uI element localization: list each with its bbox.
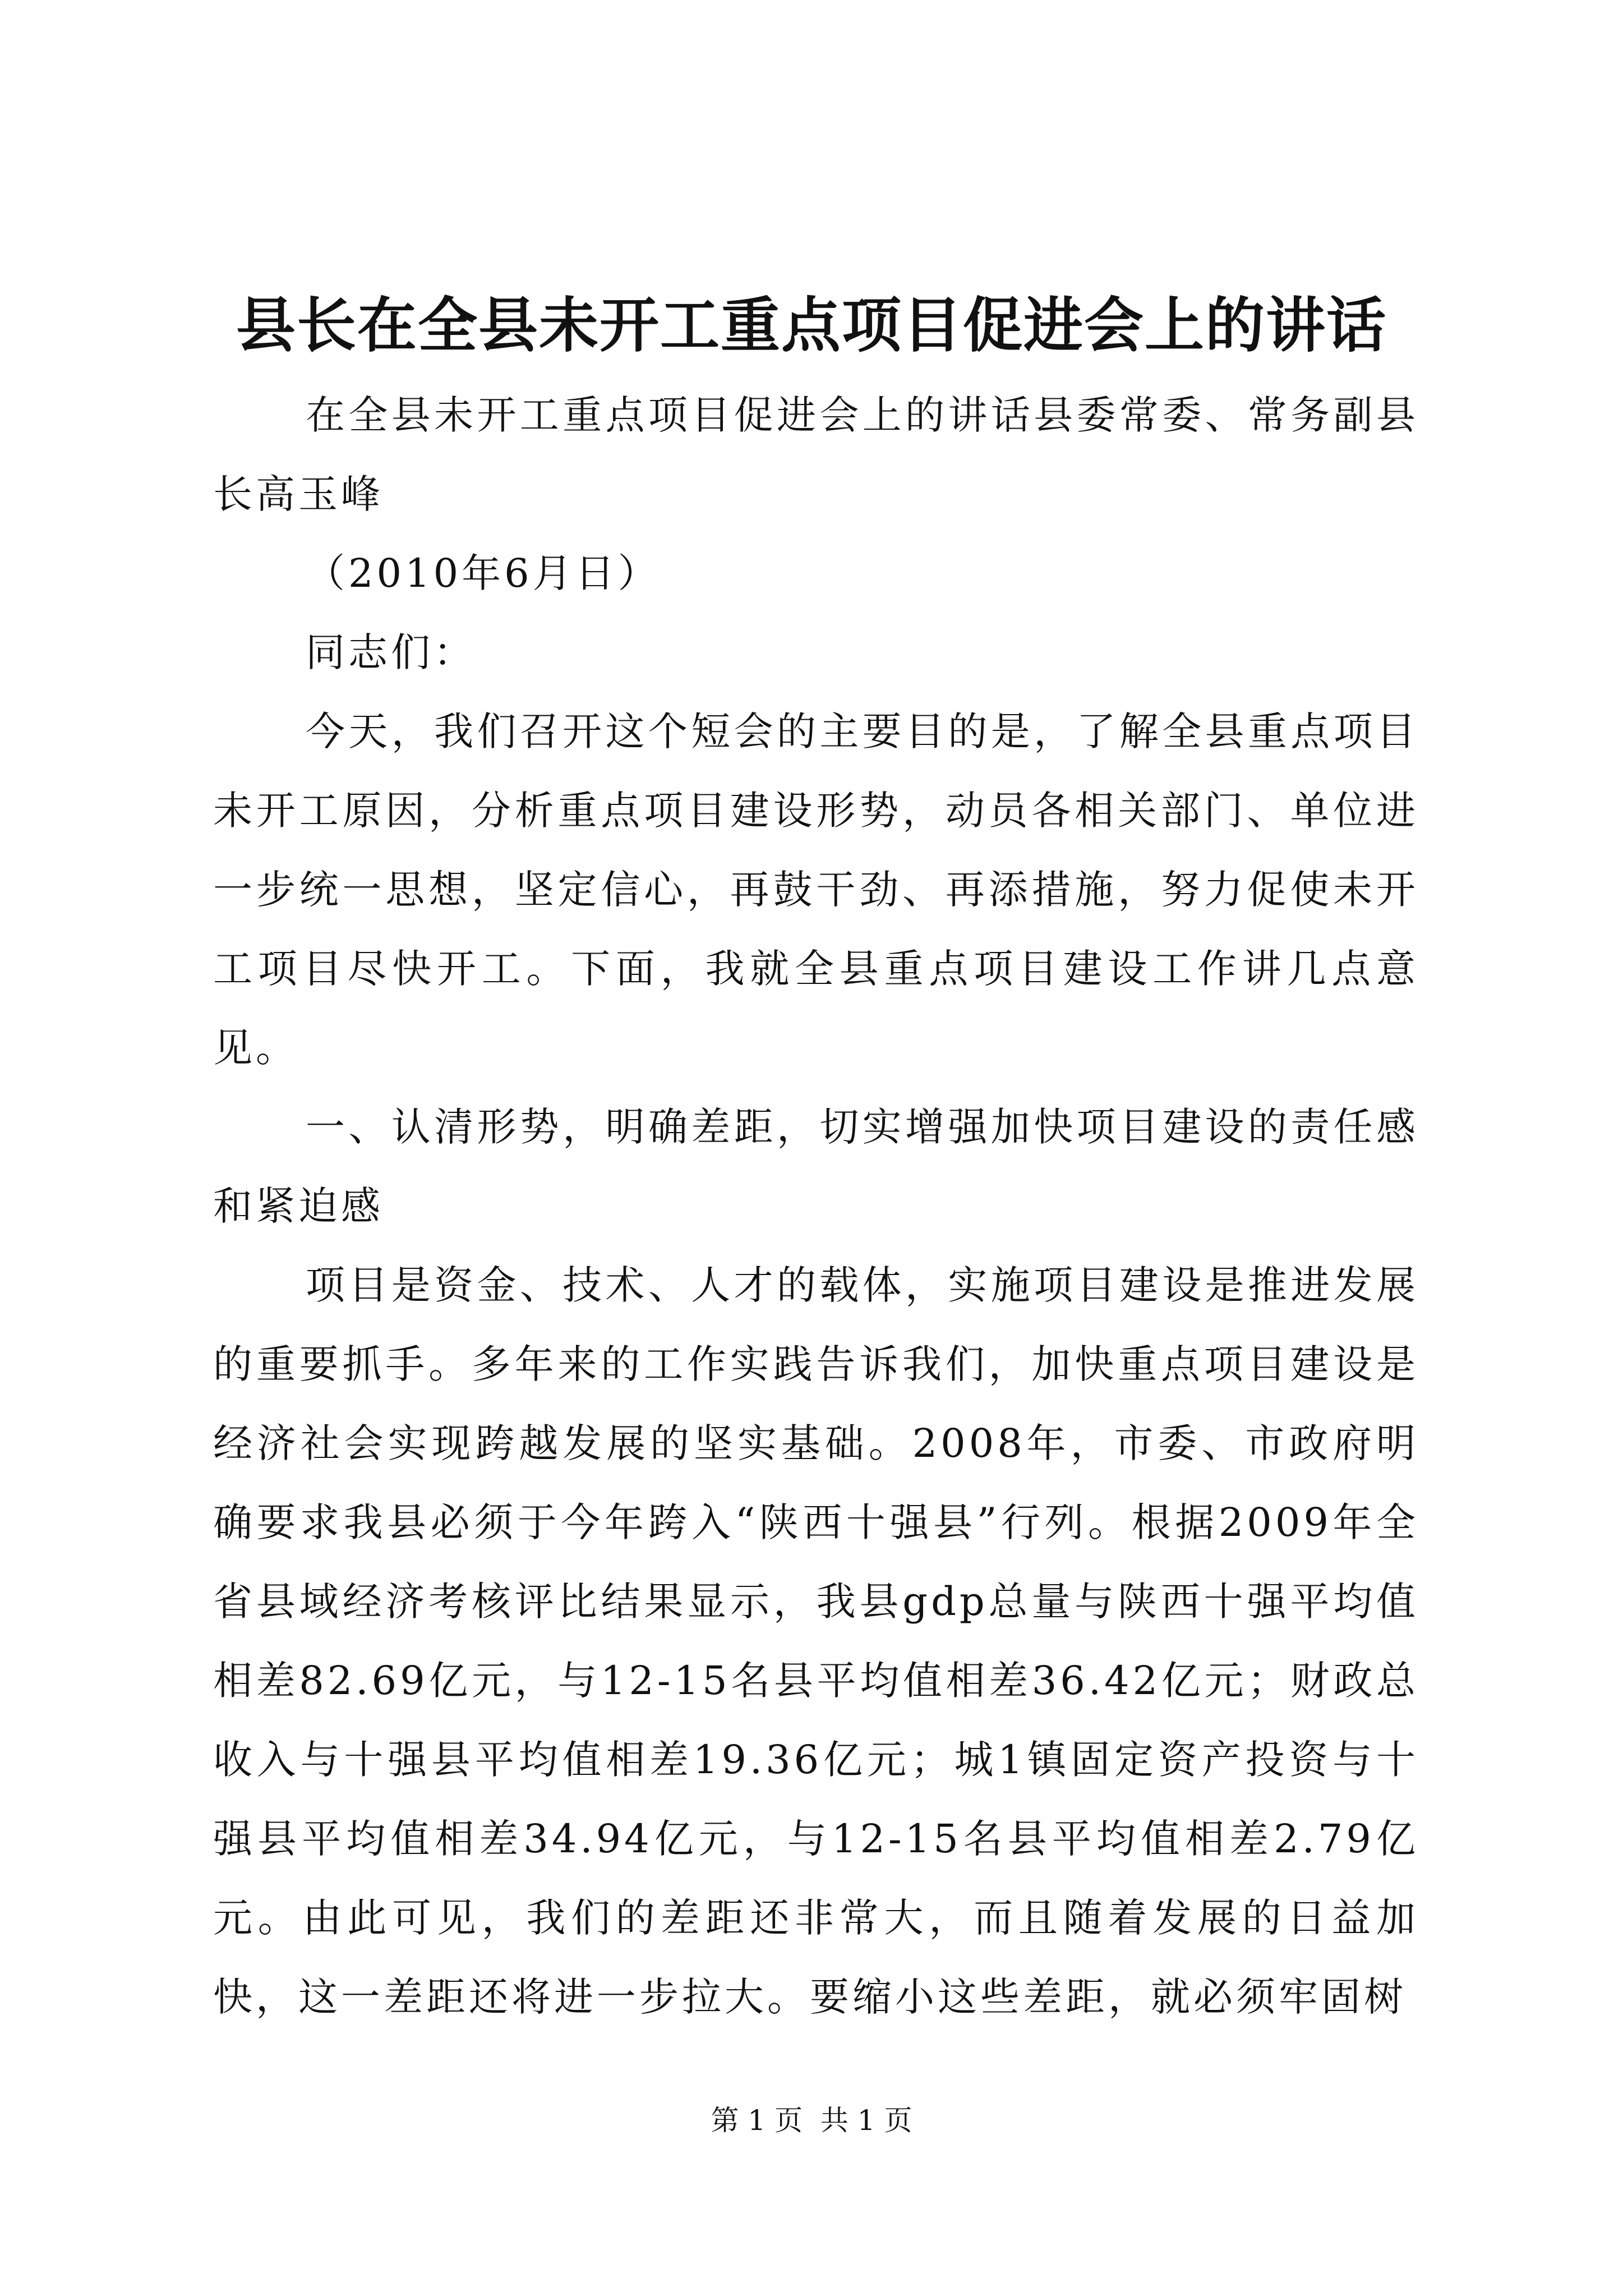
page-number-label: 第 1 页 共 1 页 (711, 2104, 912, 2137)
paragraph-date: （2010年6月日） (306, 550, 661, 596)
paragraph-intro: 今天，我们召开这个短会的主要目的是，了解全县重点项目未开工原因，分析重点项目建设形势，动员各相关部门、单位进一步统一思想，坚定信心，再鼓干劲、再添措施，努力促使未开工项目尽快开工。下面，我就全县重点项目建设工作讲几点意见。 (213, 708, 1419, 1071)
document-body (213, 376, 1419, 2037)
document-title: 县长在全县未开工重点项目促进会上的讲话 (236, 290, 1387, 360)
section-heading-1: 一、认清形势，明确差距，切实增强加快项目建设的责任感和紧迫感 (213, 1104, 1419, 1229)
paragraph-body: 项目是资金、技术、人才的载体，实施项目建设是推进发展的重要抓手。多年来的工作实践告诉我们，加快重点项目建设是经济社会实现跨越发展的坚实基础。2008年，市委、市政府明确要求我县必须于今年跨入“陕西十强县”行列。根据2009年全省县域经济考核评比结果显示，我县gdp总量与陕西十强平均值相差82.69亿元，与12-15名县平均值相差36.42亿元；财政总收入与十强县平均值相差19.36亿元；城1镇固定资产投资与十强县平均值相差34.94亿元，与12-15名县平均值相差2.79亿元。由此可见，我们的差距还非常大，而且随着发展的日益加快，这一差距还将进一步拉大。要缩小这些差距，就必须牢固树 (213, 1262, 1419, 2020)
page-footer (0, 2101, 1623, 2140)
paragraph-salutation: 同志们： (306, 629, 476, 675)
paragraph-subtitle: 在全县未开工重点项目促进会上的讲话县委常委、常务副县长高玉峰 (213, 392, 1419, 517)
